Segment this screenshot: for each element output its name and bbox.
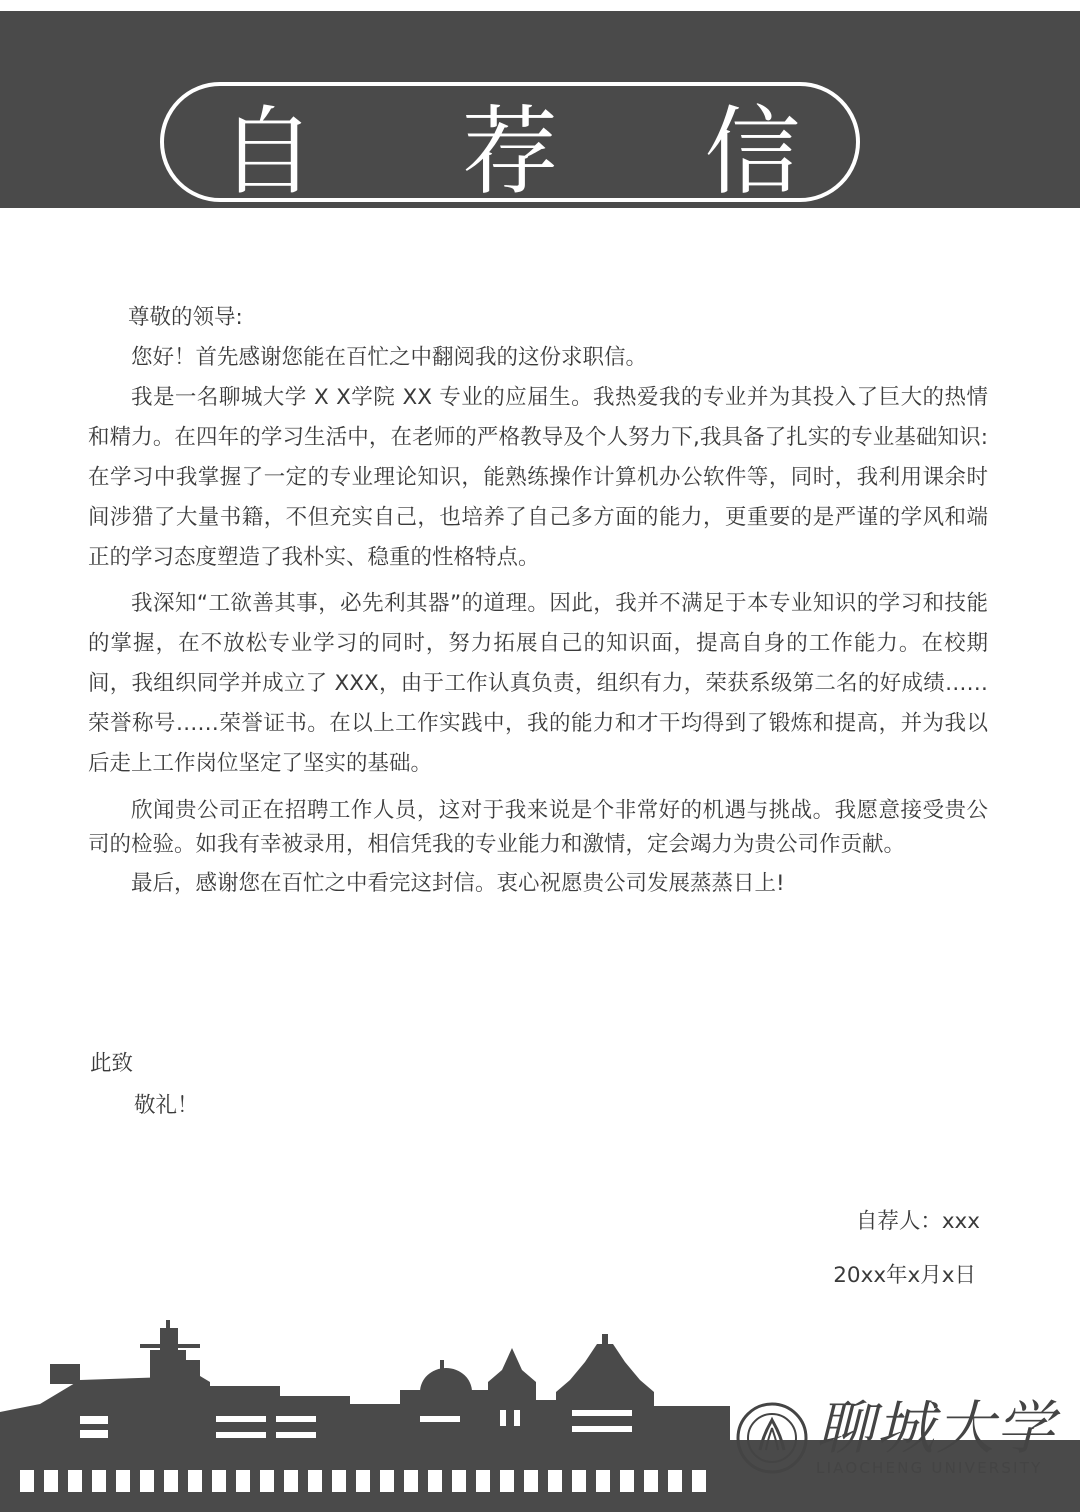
paragraph-thanks: 最后，感谢您在百忙之中看完这封信。衷心祝愿贵公司发展蒸蒸日上! bbox=[131, 871, 785, 896]
salutation: 尊敬的领导: bbox=[128, 305, 243, 330]
university-name-cn: 聊城大学 bbox=[816, 1394, 1057, 1462]
closing-line-2: 敬礼！ bbox=[134, 1093, 199, 1118]
header-top-rule bbox=[0, 8, 1080, 11]
page-title: 自 荐 信 bbox=[219, 95, 859, 208]
university-name-en: LIAOCHENG UNIVERSITY bbox=[816, 1459, 1043, 1477]
paragraph-application: 欣闻贵公司正在招聘工作人员，这对于我来说是个非常好的机遇与挑战。我愿意接受贵公司的检验。如我有幸被录用，相信凭我的专业能力和激情，定会竭力为贵公司作贡献。 bbox=[88, 798, 988, 857]
header-top-band bbox=[0, 0, 1080, 8]
paragraph-experience: 我深知“工欲善其事，必先利其器”的道理。因此，我并不满足于本专业知识的学习和技能的掌握，在不放松专业学习的同时，努力拓展自己的知识面，提高自身的工作能力。在校期间，我组织同学并成立了 XXX，由于工作认真负责，组织有力，荣获系级第二名的好成绩……荣誉称号……荣誉证书。在以上工作实践中，我的能力和才干均得到了锻炼和提高，并为我以后走上工作岗位坚定了坚实的基础。 bbox=[88, 591, 988, 776]
letter-date: 20xx年x月x日 bbox=[833, 1263, 976, 1288]
university-seal-icon bbox=[736, 1402, 808, 1474]
paragraph-introduction: 我是一名聊城大学 X X学院 XX 专业的应届生。我热爱我的专业并为其投入了巨大的热情和精力。在四年的学习生活中，在老师的严格教导及个人努力下,我具备了扎实的专业基础知识:在学习中我掌握了一定的专业理论知识，能熟练操作计算机办公软件等，同时，我利用课余时间涉猎了大量书籍，不但充实自己，也培养了自己多方面的能力，更重要的是严谨的学风和端正的学习态度塑造了我朴实、稳重的性格特点。 bbox=[88, 385, 988, 570]
signer: 自荐人：xxx bbox=[855, 1209, 980, 1234]
letter-body bbox=[88, 298, 988, 904]
paragraph-greeting: 您好！首先感谢您能在百忙之中翻阅我的这份求职信。 bbox=[131, 345, 648, 370]
closing-line-1: 此致 bbox=[90, 1051, 134, 1076]
